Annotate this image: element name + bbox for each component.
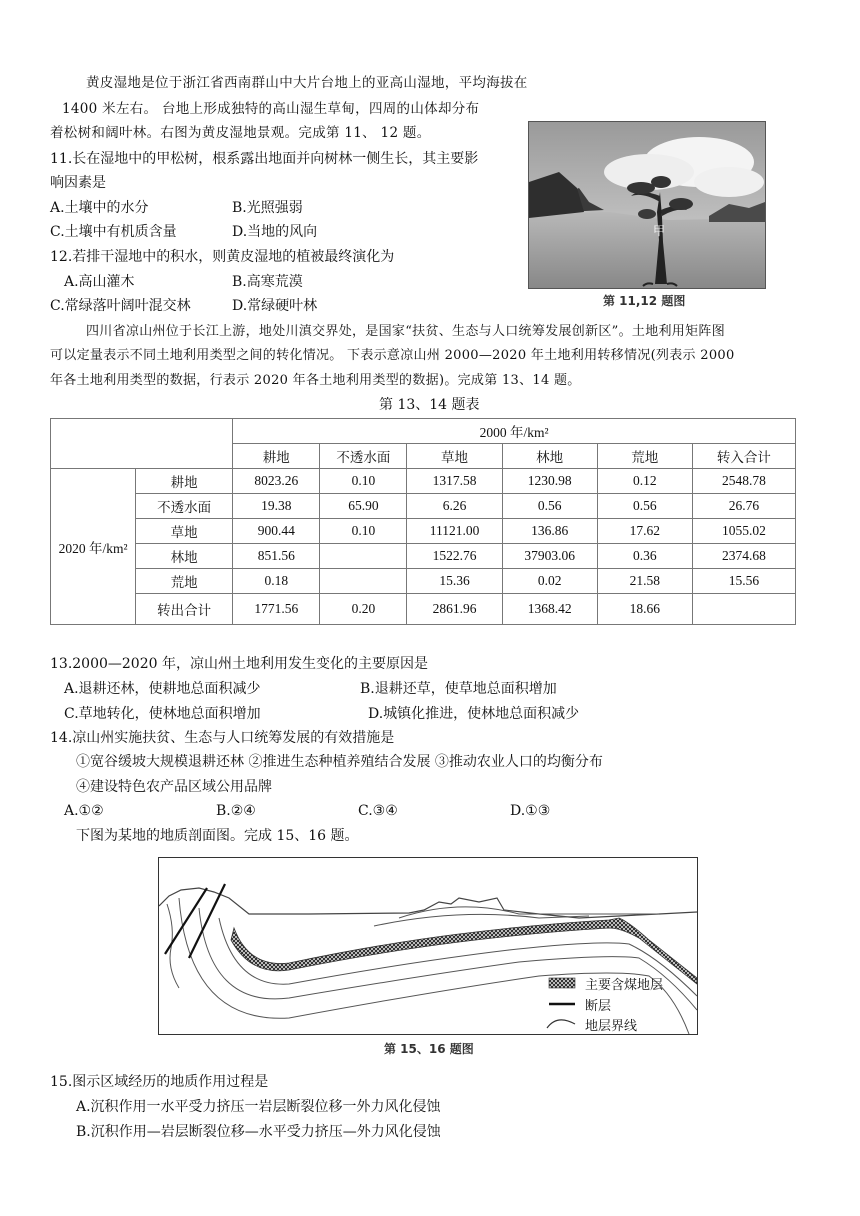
option-d: D.①③ <box>510 803 551 819</box>
table-cell: 0.56 <box>502 494 597 519</box>
option-b: B.退耕还草，使草地总面积增加 <box>360 681 557 697</box>
intro-line: 下图为某地的地质剖面图。完成 15、16 题。 <box>76 828 359 844</box>
option-b: B.光照强弱 <box>232 200 303 216</box>
question-stem: 11.长在湿地中的甲松树，根系露出地面并向树林一侧生长，其主要影 <box>50 151 479 167</box>
option-b: B.沉积作用—岩层断裂位移—水平受力挤压—外力风化侵蚀 <box>76 1124 441 1140</box>
row-header: 荒地 <box>136 569 233 594</box>
table-cell: 1522.76 <box>407 544 502 569</box>
question-stem: 13.2000—2020 年，凉山州土地利用发生变化的主要原因是 <box>50 656 428 672</box>
table-cell: 15.36 <box>407 569 502 594</box>
question-stem: 12.若排干湿地中的积水，则黄皮湿地的植被最终演化为 <box>50 249 395 265</box>
legend-coal-layer: 主要含煤地层 <box>585 978 664 993</box>
table-cell: 0.02 <box>502 569 597 594</box>
statement-list: ④建设特色农产品区域公用品牌 <box>76 779 272 795</box>
table-cell: 26.76 <box>692 494 795 519</box>
intro-line: 可以定量表示不同土地利用类型之间的转化情况。 下表示意凉山州 2000—2020 年土地利用转移情况(列表示 2000 <box>50 348 735 363</box>
column-header: 草地 <box>407 444 502 469</box>
photo-caption: 第 11,12 题图 <box>603 294 686 308</box>
column-header: 转入合计 <box>692 444 795 469</box>
table-cell: 0.56 <box>597 494 692 519</box>
intro-line: 着松树和阔叶林。右图为黄皮湿地景观。完成第 11、 12 题。 <box>50 125 431 141</box>
row-header: 草地 <box>136 519 233 544</box>
table-corner <box>51 419 233 469</box>
table-cell: 2861.96 <box>407 594 502 625</box>
row-header: 林地 <box>136 544 233 569</box>
column-header: 林地 <box>502 444 597 469</box>
option-a: A.高山灌木 <box>64 274 135 290</box>
table-cell: 1230.98 <box>502 469 597 494</box>
table-cell: 136.86 <box>502 519 597 544</box>
option-c: C.土壤中有机质含量 <box>50 224 177 240</box>
intro-line: 1400 米左右。 台地上形成独特的高山湿生草甸，四周的山体却分布 <box>62 101 480 117</box>
legend-stratum-boundary: 地层界线 <box>585 1019 638 1034</box>
row-header: 不透水面 <box>136 494 233 519</box>
table-cell: 1368.42 <box>502 594 597 625</box>
row-header: 耕地 <box>136 469 233 494</box>
table-cell: 0.20 <box>320 594 407 625</box>
statement-list: ①宽谷缓坡大规模退耕还林 ②推进生态种植养殖结合发展 ③推动农业人口的均衡分布 <box>76 754 603 770</box>
option-a: A.土壤中的水分 <box>50 200 149 216</box>
table-cell <box>320 544 407 569</box>
table-cell: 21.58 <box>597 569 692 594</box>
table-cell: 0.18 <box>233 569 320 594</box>
table-title: 第 13、14 题表 <box>379 397 480 413</box>
table-cell: 0.10 <box>320 469 407 494</box>
table-cell: 1317.58 <box>407 469 502 494</box>
option-c: C.常绿落叶阔叶混交林 <box>50 298 191 314</box>
table-cell: 851.56 <box>233 544 320 569</box>
table-cell: 1771.56 <box>233 594 320 625</box>
table-cell: 0.10 <box>320 519 407 544</box>
column-header: 荒地 <box>597 444 692 469</box>
column-header: 耕地 <box>233 444 320 469</box>
table-cell: 18.66 <box>597 594 692 625</box>
column-group-header: 2000 年/km² <box>233 419 796 444</box>
option-d: D.当地的风向 <box>232 224 318 240</box>
row-group-header: 2020 年/km² <box>51 469 136 625</box>
table-cell: 0.36 <box>597 544 692 569</box>
option-b: B.②④ <box>216 803 256 819</box>
wetland-photo <box>528 121 766 289</box>
question-stem: 15.图示区域经历的地质作用过程是 <box>50 1074 269 1090</box>
option-c: C.草地转化，使林地总面积增加 <box>64 706 261 722</box>
tree-label: 甲 <box>653 224 666 238</box>
table-cell: 17.62 <box>597 519 692 544</box>
option-b: B.高寒荒漠 <box>232 274 303 290</box>
table-cell: 8023.26 <box>233 469 320 494</box>
table-cell: 2548.78 <box>692 469 795 494</box>
table-cell: 11121.00 <box>407 519 502 544</box>
table-cell <box>692 594 795 625</box>
table-cell: 0.12 <box>597 469 692 494</box>
geologic-cross-section <box>158 857 698 1035</box>
table-cell: 15.56 <box>692 569 795 594</box>
land-use-matrix-table <box>50 418 796 625</box>
table-cell: 19.38 <box>233 494 320 519</box>
table-cell: 900.44 <box>233 519 320 544</box>
table-cell: 65.90 <box>320 494 407 519</box>
table-cell: 1055.02 <box>692 519 795 544</box>
option-a: A.沉积作用一水平受力挤压一岩层断裂位移一外力风化侵蚀 <box>76 1099 441 1115</box>
intro-line: 四川省凉山州位于长江上游，地处川滇交界处，是国家“扶贫、生态与人口统筹发展创新区”。土地利用矩阵图 <box>86 324 725 339</box>
option-c: C.③④ <box>358 803 398 819</box>
row-header: 转出合计 <box>136 594 233 625</box>
question-stem: 14.凉山州实施扶贫、生态与人口统筹发展的有效措施是 <box>50 730 395 746</box>
table-cell <box>320 569 407 594</box>
intro-line: 年各土地利用类型的数据，行表示 2020 年各土地利用类型的数据)。完成第 13、14 题。 <box>50 373 581 388</box>
figure-caption: 第 15、16 题图 <box>384 1042 474 1056</box>
question-stem: 响因素是 <box>50 175 106 191</box>
table-cell: 6.26 <box>407 494 502 519</box>
table-cell: 2374.68 <box>692 544 795 569</box>
option-a: A.退耕还林，使耕地总面积减少 <box>64 681 261 697</box>
intro-line: 黄皮湿地是位于浙江省西南群山中大片台地上的亚高山湿地，平均海拔在 <box>86 75 528 91</box>
option-d: D.城镇化推进，使林地总面积减少 <box>368 706 580 722</box>
table-cell: 37903.06 <box>502 544 597 569</box>
option-d: D.常绿硬叶林 <box>232 298 318 314</box>
column-header: 不透水面 <box>320 444 407 469</box>
option-a: A.①② <box>64 803 104 819</box>
legend-fault: 断层 <box>585 999 612 1014</box>
